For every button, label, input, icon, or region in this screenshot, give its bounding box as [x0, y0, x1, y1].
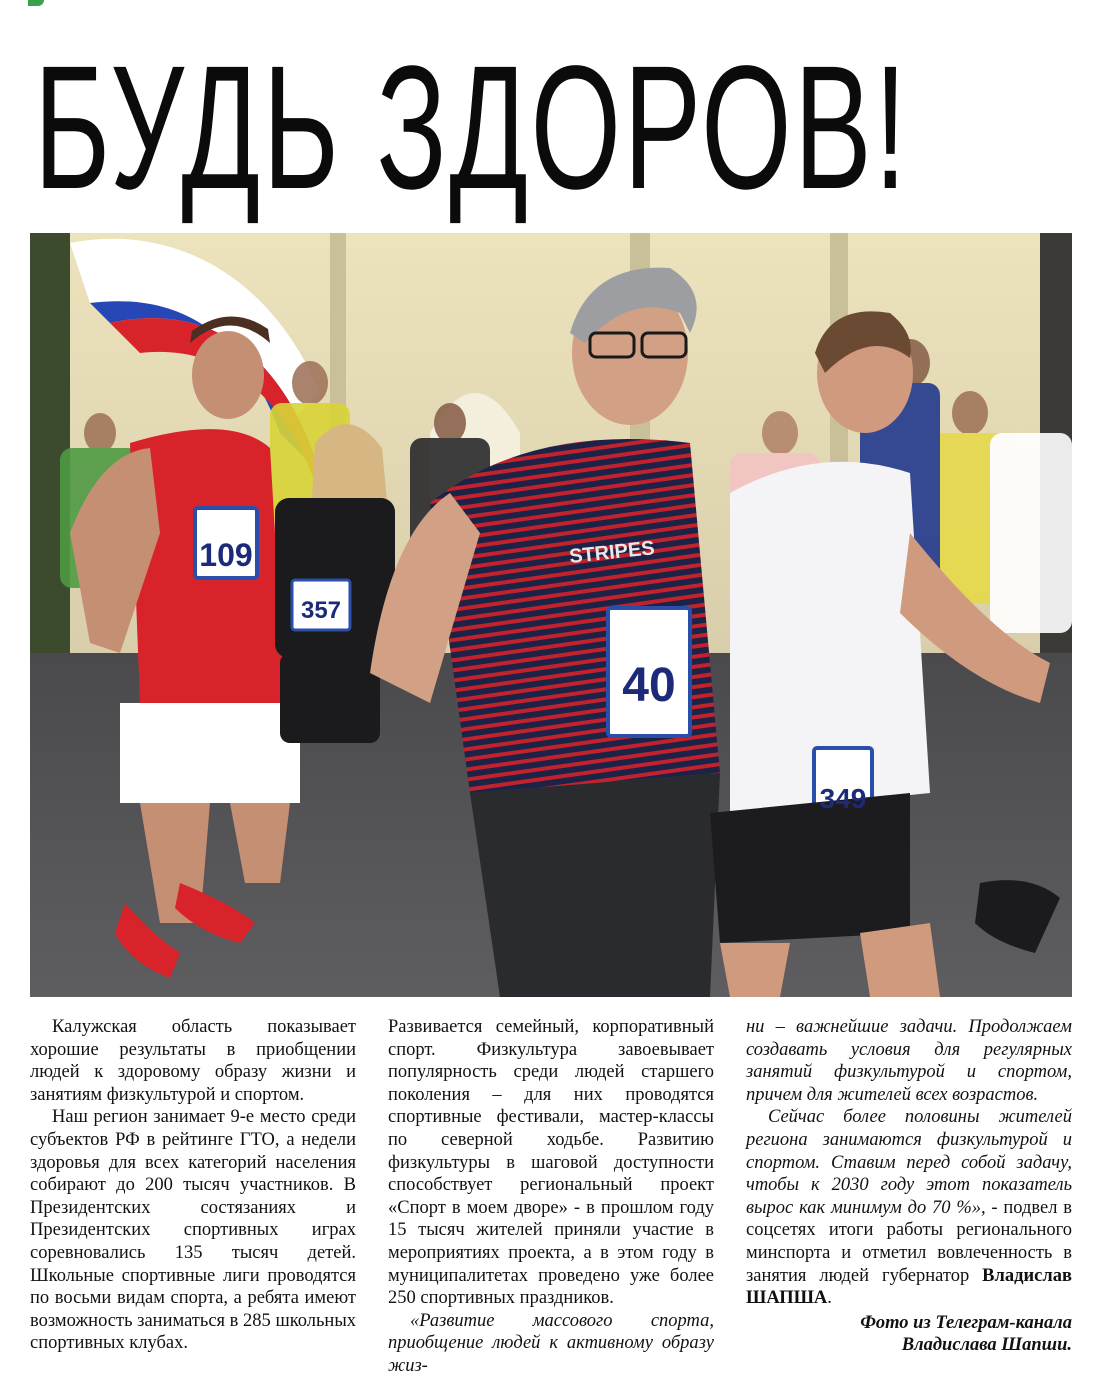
quote-paragraph: ни – важнейшие задачи. Продолжаем создавать условия для регулярных занятий физкультурой и спортом, причем для жителей всех возрастов.: [746, 1017, 1072, 1105]
punctuation: .: [827, 1288, 832, 1309]
photo-credit-author: Владислава Шапши.: [901, 1335, 1072, 1356]
paragraph: Калужская область показывает хорошие результаты в приобщении людей к здоровому образу жизни и занятиям физкультурой и спортом.: [30, 1017, 356, 1105]
governor-name: Владислав ШАПША: [746, 1265, 1072, 1309]
section-corner-mark: [28, 0, 44, 6]
bib-109: 109: [199, 537, 253, 573]
bib-40: 40: [622, 659, 676, 712]
bib-349: 349: [819, 783, 867, 814]
headline: БУДЬ ЗДОРОВ!: [34, 30, 910, 226]
article-column-3: [746, 1016, 1072, 1357]
article-column-2: [388, 1016, 714, 1378]
bib-357: 357: [300, 597, 342, 624]
paragraph: Наш регион занимает 9-е место среди субъектов РФ в рейтинге ГТО, а недели здоровья для всех категорий населения собирают до 200 тысяч участников. В Президентских состязаниях и Президентских спортивных играх соревновались 135 тысяч детей. Школьные спортивные лиги проводятся по восьми видам спорта, а ребята имеют возможность заниматься в 285 школьных спортивных клубах.: [30, 1107, 356, 1354]
paragraph: [746, 1106, 1072, 1309]
article-column-1: [30, 1016, 356, 1355]
attribution-text: - подвел в соцсетях итоги работы регионального минспорта и отметил вовлеченность в занятия людей губернатор: [746, 1197, 1073, 1286]
photo-credit: [746, 1312, 1072, 1357]
article-photo: [30, 233, 1072, 997]
paragraph: Развивается семейный, корпоративный спорт. Физкультура завоевывает популярность среди людей старшего поколения – для них проводятся спортивные фестивали, мастер-классы по северной ходьбе. Развитию физкультуры в шаговой доступности способствует региональный проект «Спорт в моем дворе» - в прошлом году 15 тысяч жителей приняли участие в мероприятиях проекта, а в этом году в муниципалитетах проведено уже более 250 спортивных праздников.: [388, 1017, 714, 1309]
shirt-print-text: STRIPES: [568, 537, 656, 568]
article-body: [30, 1016, 1072, 1386]
photo-credit-line: Фото из Телеграм-канала: [860, 1312, 1072, 1333]
quote-text: Сейчас более половины жителей региона занимаются физкультурой и спортом. Ставим перед собой задачу, чтобы к 2030 году этот показатель вырос как минимум до 70 %»,: [746, 1107, 1072, 1218]
quote-paragraph: «Развитие массового спорта, приобщение людей к активному образу жиз-: [388, 1310, 714, 1376]
